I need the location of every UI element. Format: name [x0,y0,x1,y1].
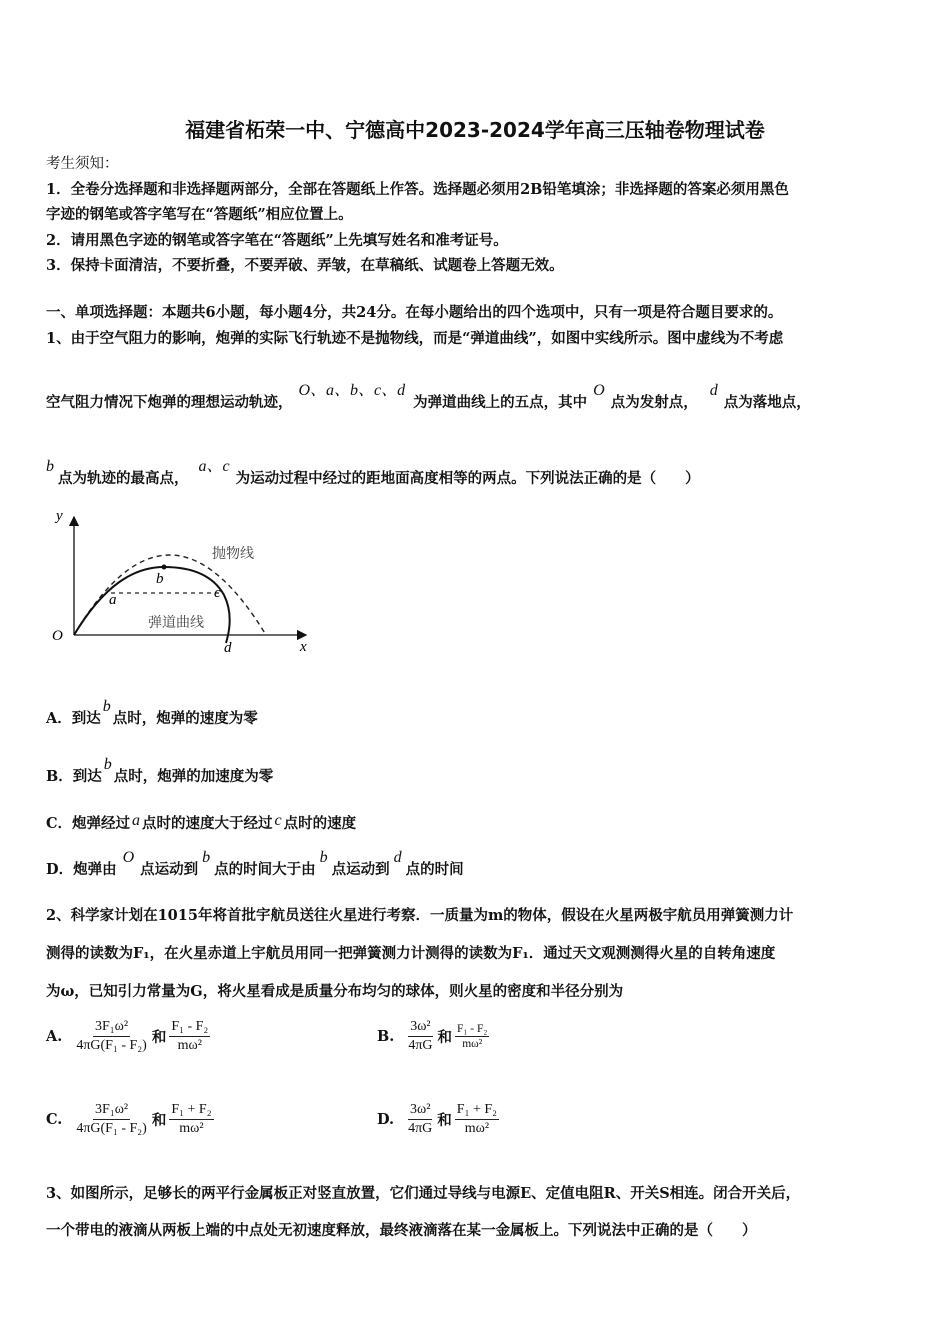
option-text: D．炮弹由 [46,861,117,878]
and-text: 和 [151,1112,167,1129]
formula-denominator: mω² [179,1121,204,1136]
q1-symbol: d [709,382,718,399]
formula-denominator: mω² [464,1121,490,1136]
point-b-label: b [156,571,164,587]
y-axis-label: y [56,508,63,524]
option-symbol: b [202,849,211,866]
density-formula [406,1102,434,1137]
q1-symbol: O [593,382,605,399]
x-axis-label: x [300,639,307,655]
and-text: 和 [437,1029,452,1046]
notice-item-1a: 1．全卷分选择题和非选择题两部分，全部在答题纸上作答。选择题必须用2B铅笔填涂；非选择题的答案必须用黑色 [46,181,789,198]
q1-five-points: O、a、b、c、d [298,382,406,399]
option-text: 点时，炮弹的加速度为零 [113,768,274,785]
option-symbol: b [102,698,111,715]
radius-formula [169,1102,213,1137]
q2-line-2: 测得的读数为F₁，在火星赤道上宇航员用同一把弹簧测力计测得的读数为F₁．通过天文观测测得火星的自转角速度 [46,945,776,962]
and-text: 和 [437,1112,452,1129]
formula-numerator: F₁ - F₂ [169,1019,210,1037]
formula-numerator: F₁ + F₂ [169,1102,213,1120]
formula-numerator: 3ω² [408,1019,432,1037]
q2-option-a[interactable] [46,1019,210,1054]
page-title: 福建省柘荣一中、宁德高中2023-2024学年高三压轴卷物理试卷 [185,118,765,142]
q1-text: 点为落地点， [723,394,811,411]
density-formula [74,1019,149,1054]
density-formula [406,1019,434,1054]
q1-text: 点为发射点， [610,394,698,411]
option-symbol: c [274,812,282,829]
notice-item-2: 2．请用黑色字迹的钢笔或答字笔在“答题纸”上先填写姓名和准考证号。 [46,232,508,249]
ballistic-curve [74,567,230,643]
q2-option-c[interactable] [46,1102,214,1137]
option-symbol: O [122,849,135,866]
point-a-label: a [109,592,117,608]
option-text: 点时的速度 [283,815,357,832]
section-heading: 一、单项选择题：本题共6小题，每小题4分，共24分。在每小题给出的四个选项中，只有一项是符合题目要求的。 [46,304,783,321]
formula-numerator: 3F₁ω² [93,1102,130,1120]
option-symbol: d [393,849,402,866]
q2-line-1: 2、科学家计划在1015年将首批宇航员送往火星进行考察．一质量为m的物体，假设在火星两极宇航员用弹簧测力计 [46,907,794,924]
and-text: 和 [151,1029,167,1046]
option-text: 点的时间大于由 [214,861,316,878]
option-symbol: b [319,849,328,866]
option-text: B．到达 [46,768,102,785]
ballistic-label: 弹道曲线 [148,615,204,631]
formula-denominator: 4πG [408,1038,433,1053]
q1-symbol: b [46,458,54,475]
q1-line-3 [46,458,700,488]
q2-option-d[interactable] [377,1102,499,1137]
formula-numerator: 3ω² [408,1102,432,1120]
formula-numerator: F₁ - F₂ [457,1023,488,1035]
option-text: 点运动到 [140,861,199,878]
notice-item-1b: 字迹的钢笔或答字笔写在“答题纸”相应位置上。 [46,206,353,223]
option-symbol: b [103,756,112,773]
q1-option-c[interactable] [46,812,356,833]
q1-line-1: 1、由于空气阻力的影响，炮弹的实际飞行轨迹不是抛物线，而是“弹道曲线”，如图中实线所示。图中虚线为不考虑 [46,330,784,347]
density-formula [74,1102,149,1137]
q1-line-2 [46,382,811,412]
option-label: B. [377,1028,395,1045]
point-c-label: c [214,585,221,601]
q3-line-1: 3、如图所示，足够长的两平行金属板正对竖直放置，它们通过导线与电源E、定值电阻R、开关S相连。闭合开关后， [46,1185,801,1202]
q1-option-d[interactable] [46,849,464,879]
q1-option-a[interactable] [46,698,258,728]
q1-text: 空气阻力情况下炮弹的理想运动轨迹， [46,394,293,411]
formula-denominator: 4πG(F₁ - F₂) [76,1121,147,1136]
option-text: 点时，炮弹的速度为零 [112,710,258,727]
notice-heading: 考生须知： [46,156,119,172]
q1-text: 为运动过程中经过的距地面高度相等的两点。下列说法正确的是（ ） [235,470,700,487]
origin-label: O [52,628,63,644]
q1-text: 为弹道曲线上的五点，其中 [413,394,588,411]
radius-formula [455,1102,499,1137]
formula-numerator: 3F₁ω² [93,1019,130,1037]
option-text: 点时的速度大于经过 [142,815,273,832]
option-text: 点的时间 [405,861,464,878]
radius-formula [455,1023,489,1050]
formula-numerator: F₁ + F₂ [455,1102,499,1120]
formula-denominator: mω² [177,1038,202,1053]
q2-line-3: 为ω，已知引力常量为G，将火星看成是质量分布均匀的球体，则火星的密度和半径分别为 [46,983,624,1000]
q1-option-b[interactable] [46,756,274,786]
option-text: C．炮弹经过 [46,815,131,832]
notice-item-3: 3．保持卡面清洁，不要折叠，不要弄破、弄皱，在草稿纸、试题卷上答题无效。 [46,257,564,274]
q3-line-2: 一个带电的液滴从两板上端的中点处无初速度释放，最终液滴落在某一金属板上。下列说法中正确的是（ ） [46,1222,757,1239]
q2-option-b[interactable] [377,1019,489,1054]
option-label: A. [46,1028,63,1045]
formula-denominator: mω² [462,1038,483,1050]
radius-formula [169,1019,210,1054]
option-label: C. [46,1111,63,1128]
formula-denominator: 4πG [408,1121,433,1136]
point-b [162,565,167,570]
option-text: A．到达 [46,710,101,727]
q1-symbol: a、c [198,458,230,475]
trajectory-figure [44,505,324,660]
parabola-label: 抛物线 [212,546,254,562]
option-text: 点运动到 [331,861,390,878]
point-d-label: d [224,640,232,656]
option-symbol: a [132,812,141,829]
formula-denominator: 4πG(F₁ - F₂) [76,1038,147,1053]
q1-text: 点为轨迹的最高点， [58,470,189,487]
option-label: D. [377,1111,395,1128]
